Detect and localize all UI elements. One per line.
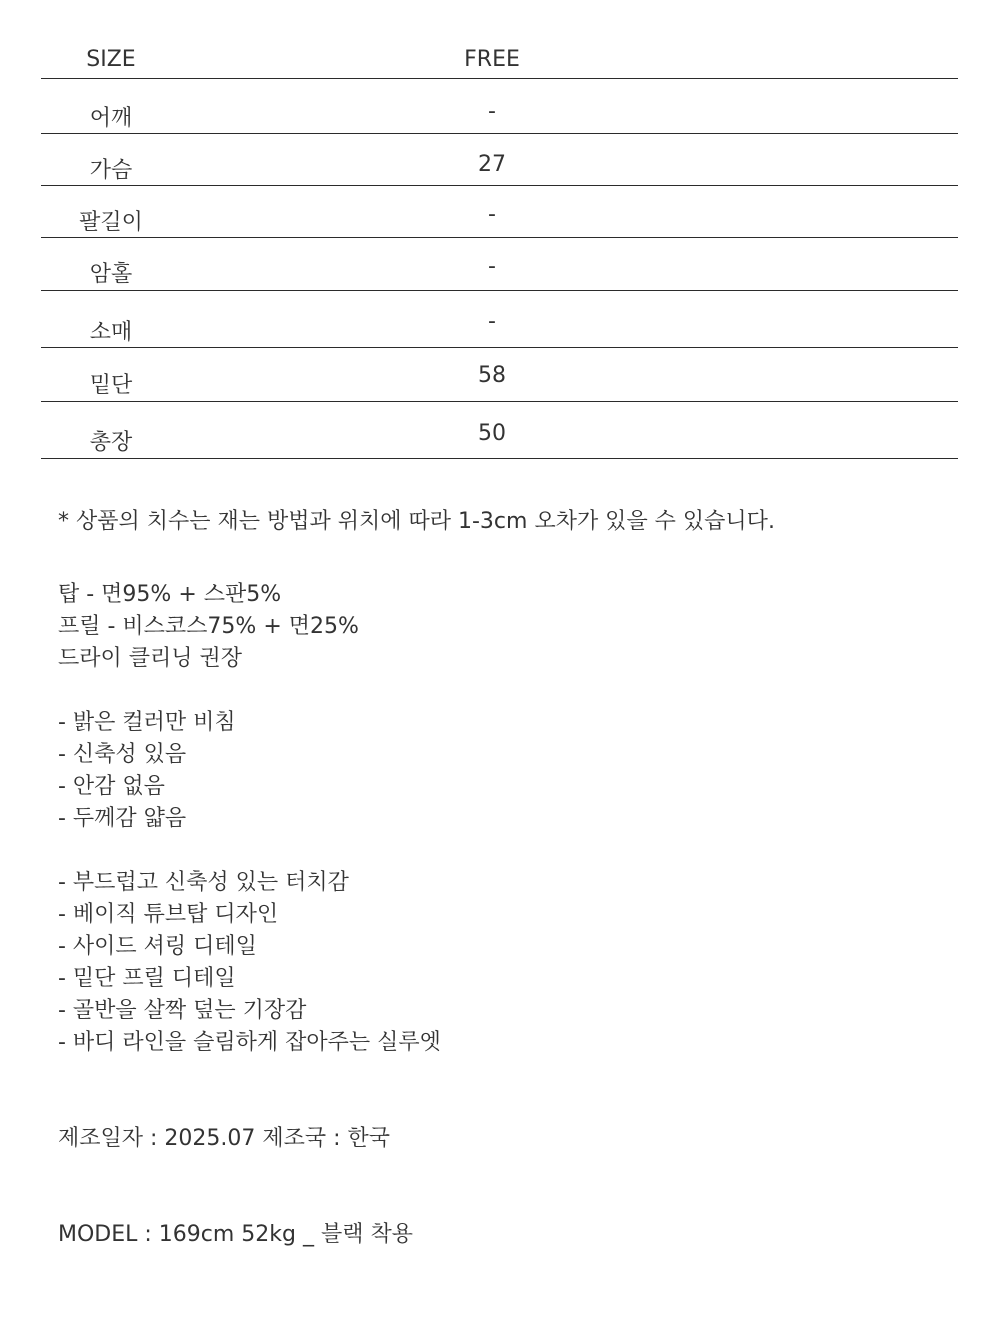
row-value: 50 <box>478 421 506 446</box>
row-label: 총장 <box>89 430 133 455</box>
row-label: 암홀 <box>89 262 133 287</box>
fabric-feature: - 두께감 얇음 <box>58 806 187 831</box>
row-value: - <box>488 202 496 227</box>
row-value: - <box>488 309 496 334</box>
table-row <box>41 291 958 348</box>
design-feature: - 밑단 프릴 디테일 <box>58 966 236 991</box>
design-feature: - 골반을 살짝 덮는 기장감 <box>58 998 307 1023</box>
row-label: 팔길이 <box>79 210 143 235</box>
fabric-feature: - 신축성 있음 <box>58 742 187 767</box>
row-value: 27 <box>478 152 506 177</box>
model-info: MODEL : 169cm 52kg _ 블랙 착용 <box>58 1222 413 1247</box>
care-instruction: 드라이 클리닝 권장 <box>58 646 243 671</box>
manufacture-info: 제조일자 : 2025.07 제조국 : 한국 <box>58 1126 391 1151</box>
row-value: - <box>488 99 496 124</box>
material-line: 프릴 - 비스코스75% + 면25% <box>58 614 359 639</box>
row-label: 어깨 <box>89 106 133 131</box>
size-header-label: SIZE <box>86 47 136 72</box>
table-row <box>41 134 958 186</box>
size-table-header <box>41 42 958 79</box>
row-label: 소매 <box>89 320 133 345</box>
design-feature: - 베이직 튜브탑 디자인 <box>58 902 279 927</box>
row-label: 가슴 <box>89 158 133 183</box>
design-feature: - 바디 라인을 슬림하게 잡아주는 실루엣 <box>58 1030 441 1055</box>
material-line: 탑 - 면95% + 스판5% <box>58 582 282 607</box>
design-feature: - 부드럽고 신축성 있는 터치감 <box>58 870 349 895</box>
design-feature: - 사이드 셔링 디테일 <box>58 934 257 959</box>
row-label: 밑단 <box>89 373 133 398</box>
table-row <box>41 186 958 238</box>
table-row <box>41 238 958 291</box>
size-header-value: FREE <box>464 47 520 72</box>
fabric-feature: - 안감 없음 <box>58 774 165 799</box>
size-table <box>41 42 958 459</box>
table-row <box>41 402 958 459</box>
row-value: 58 <box>478 363 506 388</box>
table-row <box>41 79 958 134</box>
measurement-note: * 상품의 치수는 재는 방법과 위치에 따라 1-3cm 오차가 있을 수 있습니다. <box>58 509 775 534</box>
table-row <box>41 348 958 402</box>
row-value: - <box>488 254 496 279</box>
fabric-feature: - 밝은 컬러만 비침 <box>58 710 236 735</box>
